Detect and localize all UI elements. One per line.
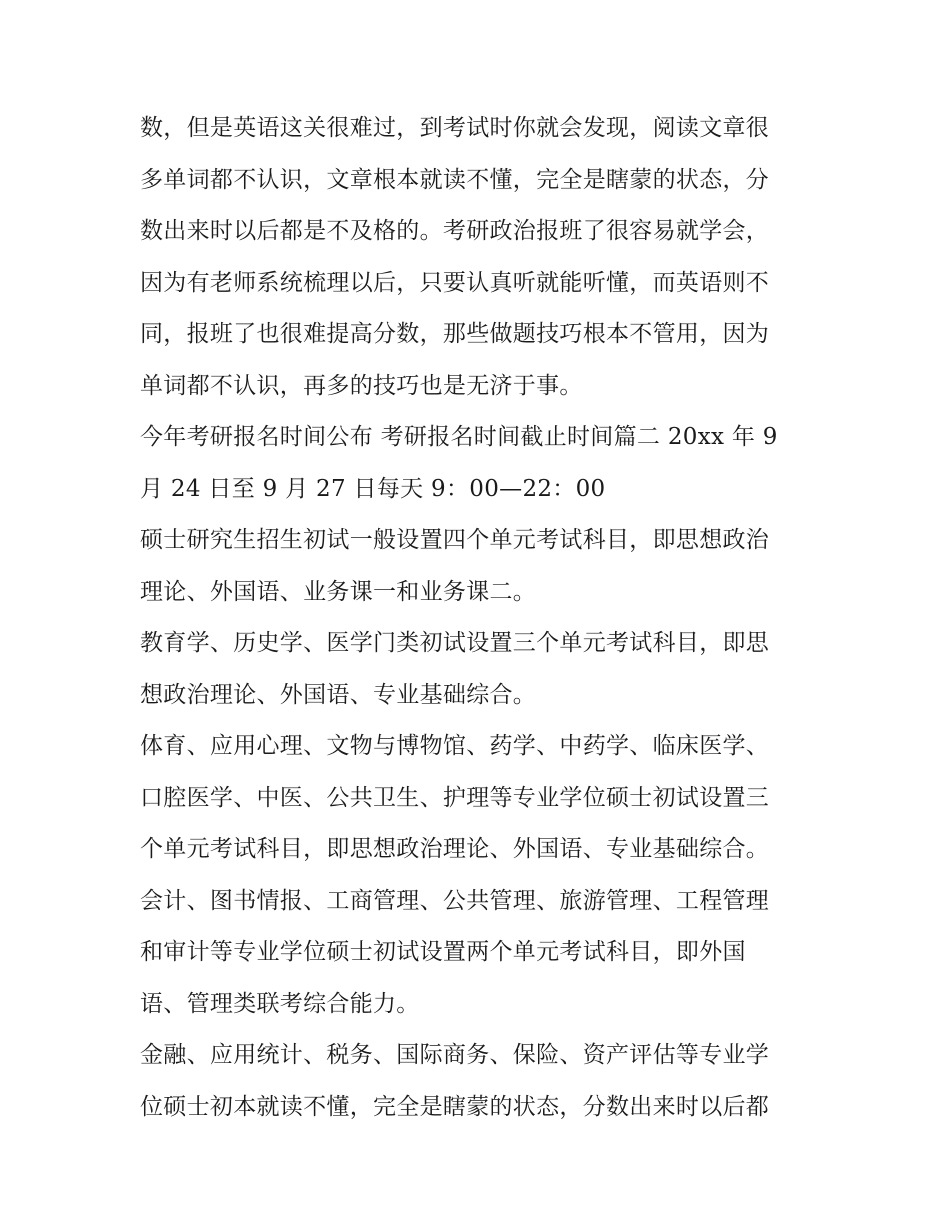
text-line: 同，报班了也很难提高分数，那些做题技巧根本不管用，因为 <box>140 321 770 347</box>
text-line: 个单元考试科目，即思想政治理论、外国语、专业基础综合。 <box>140 836 770 862</box>
text-line: 因为有老师系统梳理以后，只要认真听就能听懂，而英语则不 <box>140 269 770 296</box>
paragraph-education-history-medicine <box>140 618 820 721</box>
paragraph-four-subjects <box>140 515 820 618</box>
document-body <box>140 103 820 1133</box>
text-line: 数，但是英语这关很难过，到考试时你就会发现，阅读文章很 <box>140 115 770 141</box>
text-line: 位硕士初本就读不懂，完全是瞎蒙的状态，分数出来时以后都 <box>140 1093 770 1120</box>
text-line: 体育、应用心理、文物与博物馆、药学、中药学、临床医学、 <box>140 733 770 759</box>
paragraph-professional-degrees-two <box>140 876 820 1031</box>
text-line: 单词都不认识，再多的技巧也是无济于事。 <box>140 372 583 399</box>
text-line: 理论、外国语、业务课一和业务课二。 <box>140 578 537 605</box>
paragraph-registration-time <box>140 412 820 515</box>
text-line: 数出来时以后都是不及格的。考研政治报班了很容易就学会， <box>140 218 770 244</box>
text-line: 月 24 日至 9 月 27 日每天 9：00—22：00 <box>140 475 606 502</box>
text-line: 教育学、历史学、医学门类初试设置三个单元考试科目，即思 <box>140 630 770 656</box>
text-line: 金融、应用统计、税务、国际商务、保险、资产评估等专业学 <box>140 1042 770 1068</box>
paragraph-finance-statistics <box>140 1030 820 1133</box>
text-line: 会计、图书情报、工商管理、公共管理、旅游管理、工程管理 <box>140 887 770 914</box>
text-line: 口腔医学、中医、公共卫生、护理等专业学位硕士初试设置三 <box>140 784 770 811</box>
text-line: 今年考研报名时间公布 考研报名时间截止时间篇二 20xx 年 9 <box>140 424 778 450</box>
paragraph-professional-degrees-three <box>140 721 820 876</box>
text-line: 和审计等专业学位硕士初试设置两个单元考试科目，即外国 <box>140 939 746 965</box>
text-line: 想政治理论、外国语、专业基础综合。 <box>140 681 537 708</box>
text-line: 多单词都不认识，文章根本就读不懂，完全是瞎蒙的状态，分 <box>140 166 770 193</box>
paragraph-english-difficulty <box>140 103 820 412</box>
text-line: 硕士研究生招生初试一般设置四个单元考试科目，即思想政治 <box>140 527 770 553</box>
text-line: 语、管理类联考综合能力。 <box>140 990 420 1017</box>
